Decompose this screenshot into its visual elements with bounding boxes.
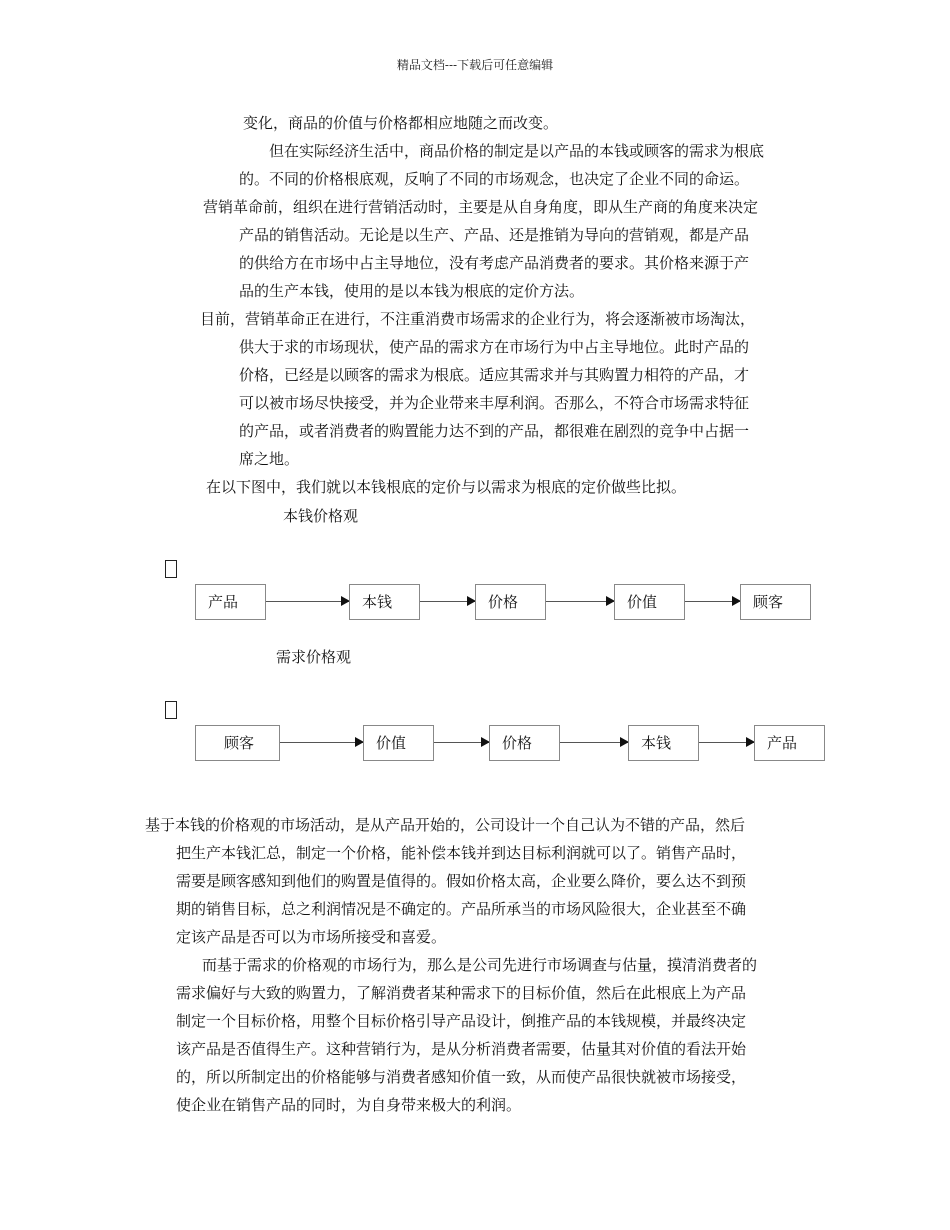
flow-node: 价格 (489, 725, 560, 761)
intro-paragraph-5 (206, 473, 686, 501)
flow-node: 价值 (614, 584, 685, 620)
flow-node: 顾客 (195, 725, 280, 761)
intro-paragraph-3 (203, 193, 758, 305)
text-line: 在以下图中，我们就以本钱根底的定价与以需求为根底的定价做些比拟。 (206, 478, 687, 496)
intro-paragraph-1 (243, 109, 558, 137)
page-header: 精品文档---下载后可任意编辑 (396, 58, 554, 72)
text-line: 基于本钱的价格观的市场活动，是从产品开始的，公司设计一个自己认为不错的产品，然后 (145, 816, 746, 834)
outro-paragraph-1 (145, 811, 746, 951)
intro-paragraph-4 (200, 305, 755, 473)
text-line: 的。不同的价格根底观，反响了不同的市场观念，也决定了企业不同的命运。 (239, 170, 750, 188)
text-line: 制定一个目标价格，用整个目标价格引导产品设计，倒推产品的本钱规模，并最终决定 (176, 1012, 747, 1030)
text-line: 使企业在销售产品的同时，为自身带来极大的利润。 (176, 1096, 522, 1114)
intro-paragraph-2 (239, 137, 764, 193)
text-line: 的，所以所制定出的价格能够与消费者感知价值一致，从而使产品很快就被市场接受， (176, 1068, 747, 1086)
diagram-title-cost: 本钱价格观 (283, 507, 359, 525)
flow-arrow (699, 742, 754, 743)
text-line: 但在实际经济生活中，商品价格的制定是以产品的本钱或顾客的需求为根底 (269, 142, 765, 160)
text-line: 而基于需求的价格观的市场行为，那么是公司先进行市场调查与估量，摸清消费者的 (202, 956, 758, 974)
text-line: 的供给方在市场中占主导地位，没有考虑产品消费者的要求。其价格来源于产 (239, 254, 750, 272)
text-line: 价格，已经是以顾客的需求为根底。适应其需求并与其购置力相符的产品，才 (239, 366, 750, 384)
text-line: 产品的销售活动。无论是以生产、产品、还是推销为导向的营销观，都是产品 (239, 226, 750, 244)
flow-node: 价值 (363, 725, 434, 761)
text-line: 把生产本钱汇总，制定一个价格，能补偿本钱并到达目标利润就可以了。销售产品时， (176, 844, 747, 862)
flow-arrow (685, 601, 740, 602)
diagram-title-demand: 需求价格观 (276, 648, 352, 666)
placeholder-glyph-icon (165, 701, 177, 719)
flow-arrow (434, 742, 489, 743)
text-line: 该产品是否值得生产。这种营销行为，是从分析消费者需要，估量其对价值的看法开始 (176, 1040, 747, 1058)
text-line: 定该产品是否可以为市场所接受和喜爱。 (176, 928, 447, 946)
flow-arrow (546, 601, 614, 602)
text-line: 可以被市场尽快接受，并为企业带来丰厚利润。否那么，不符合市场需求特征 (239, 394, 750, 412)
text-line: 需求偏好与大致的购置力，了解消费者某种需求下的目标价值，然后在此根底上为产品 (176, 984, 747, 1002)
flow-arrow (560, 742, 628, 743)
text-line: 需要是顾客感知到他们的购置是值得的。假如价格太高，企业要么降价，要么达不到预 (176, 872, 747, 890)
flow-node: 本钱 (628, 725, 699, 761)
text-line: 的产品，或者消费者的购置能力达不到的产品，都很难在剧烈的竞争中占据一 (239, 422, 750, 440)
flow-node: 产品 (754, 725, 825, 761)
text-line: 供大于求的市场现状，使产品的需求方在市场行为中占主导地位。此时产品的 (239, 338, 750, 356)
flow-node: 价格 (475, 584, 546, 620)
text-line: 期的销售目标，总之利润情况是不确定的。产品所承当的市场风险很大，企业甚至不确 (176, 900, 747, 918)
text-line: 营销革命前，组织在进行营销活动时，主要是从自身角度，即从生产商的角度来决定 (203, 198, 759, 216)
outro-paragraph-2 (176, 951, 757, 1119)
flow-arrow (266, 601, 349, 602)
text-line: 变化，商品的价值与价格都相应地随之而改变。 (243, 114, 559, 132)
text-line: 席之地。 (239, 450, 300, 468)
flow-node: 本钱 (349, 584, 420, 620)
text-line: 目前，营销革命正在进行，不注重消费市场需求的企业行为，将会逐渐被市场淘汰， (200, 310, 756, 328)
flow-arrow (280, 742, 363, 743)
placeholder-glyph-icon (165, 560, 177, 578)
flow-node: 顾客 (740, 584, 811, 620)
flow-node: 产品 (195, 584, 266, 620)
text-line: 品的生产本钱，使用的是以本钱为根底的定价方法。 (239, 282, 585, 300)
flow-arrow (420, 601, 475, 602)
